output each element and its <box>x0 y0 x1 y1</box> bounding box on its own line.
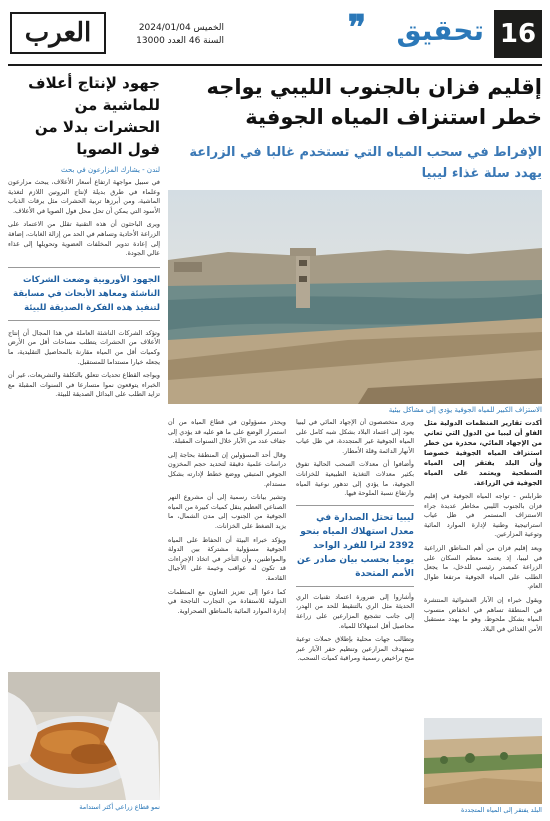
article-paragraph: طرابلس - تواجه المياه الجوفية في إقليم فزان بالجنوب الليبي مخاطر عديدة جراء الاستنزاف المستمر في ظل غياب استراتيجية وطنية لإدارة الموارد المائية وتوعية المزارعين. <box>424 492 542 539</box>
sidebar-paragraph: ويرى الباحثون أن هذه التقنية تقلل من الاعتماد على الزراعة الأحادية وتساهم في الحد من إزالة الغابات، إضافة إلى إعادة تدوير المخلفات العضوية وتحويلها إلى غذاء عالي الجودة. <box>8 220 160 258</box>
article-paragraph: وأشاروا إلى ضرورة اعتماد تقنيات الري الحديثة مثل الري بالتنقيط للحد من الهدر، إلى جانب تشجيع المزارعين على زراعة محاصيل أقل استهلاكا للمياه. <box>296 592 414 630</box>
sidebar-paragraph: ويواجه القطاع تحديات تتعلق بالتكلفة والتشريعات، غير أن الخبراء يتوقعون نموا متسارعا في السنوات المقبلة مع تزايد الطلب على البدائل الصديقة للبيئة. <box>8 371 160 399</box>
article-paragraph: ويقول خبراء إن الآبار العشوائية المنتشرة في المنطقة تساهم في انخفاض منسوب المياه بشكل ملحوظ، وهو ما يهدد مستقبل الأمن الغذائي في البلاد. <box>424 595 542 633</box>
larvae-feed-photo <box>8 672 160 800</box>
article-paragraph: وتطالب جهات محلية بإطلاق حملات توعية تستهدف المزارعين وتنظيم حفر الآبار عبر منح تراخيص رسمية ومراقبة كميات السحب. <box>296 635 414 663</box>
issue-info <box>114 22 224 48</box>
desert-farm-photo <box>424 718 542 804</box>
desert-farm-image <box>424 718 542 804</box>
main-photo-caption: الاستزاف الكبير للمياه الجوفية يؤدي إلى مشاكل بيئية <box>388 406 542 414</box>
reservoir-image <box>168 190 542 404</box>
article-paragraph: كما دعوا إلى تعزيز التعاون مع المنظمات الدولية للاستفادة من التجارب الناجحة في إدارة الموارد المائية بالمناطق الصحراوية. <box>168 587 286 615</box>
sidebar-paragraph: في سبيل مواجهة ارتفاع أسعار الأعلاف، يبحث مزارعون وعلماء في طرق بديلة لإنتاج البروتين اللازم لتغذية الماشية، ومن أبرزها تربية الحشرات مثل يرقات الذباب الأسود التي يمكن أن تحل محل فول الصويا في الأعلاف. <box>8 178 160 215</box>
article-column-middle <box>296 418 414 814</box>
page-number: 16 <box>494 10 542 58</box>
article-intro: أكدت تقارير المنظمات الدولية مثل الفاو أن ليبيا من الدول التي تعاني من الإجهاد المائي، محذرة من خطر استنزاف المياه الجوفية خصوصا وأن البلد يفتقر إلى المياه السطحية ويعتمد على المياه الجوفية في الزراعة. <box>424 419 542 487</box>
article-headline: إقليم فزان بالجنوب الليبي يواجه خطر استنزاف المياه الجوفية <box>206 75 542 129</box>
issue-date: الخميس 2024/01/04 <box>138 23 224 33</box>
masthead-divider <box>8 64 542 66</box>
article-paragraph: ويؤكد خبراء البيئة أن الحفاظ على المياه الجوفية مسؤولية مشتركة بين الدولة والمواطنين، وأن التأخر في اتخاذ الإجراءات قد تكون له عواقب وخيمة على الأجيال القادمة. <box>168 535 286 582</box>
reservoir-photo <box>168 190 542 404</box>
article-columns <box>168 418 542 814</box>
newspaper-logo <box>10 12 106 54</box>
sidebar-article <box>8 72 160 814</box>
article-paragraph: وأضافوا أن معدلات السحب الحالية تفوق بكثير معدلات التغذية الطبيعية للخزانات الجوفية، ما يؤدي إلى تدهور نوعية المياه وارتفاع نسبة الملوحة فيها. <box>296 460 414 498</box>
article-paragraph: ويرى متخصصون أن الإجهاد المائي في ليبيا يعود إلى اعتماد البلاد بشكل شبه كامل على المياه الجوفية غير المتجددة، في ظل غياب الأنهار الدائمة وقلة الأمطار. <box>296 418 414 455</box>
sidebar-headline: جهود لإنتاج أعلاف للماشية من الحشرات بدلا من فول الصويا <box>28 74 160 158</box>
article-paragraph: ويعد إقليم فزان من أهم المناطق الزراعية في ليبيا، إذ يعتمد معظم السكان على الزراعة كمصدر رئيسي للدخل، ما يجعل الطلب على المياه الجوفية مرتفعا طوال العام. <box>424 543 542 591</box>
article-subhead: الإفراط في سحب المياه التي تستخدم غالبا في الزراعة يهدد سلة غذاء ليبيا <box>189 145 542 181</box>
masthead <box>8 6 542 62</box>
sidebar-photo-caption: نمو قطاع زراعي أكثر استدامة <box>79 803 160 811</box>
article-paragraph: ويحذر مسؤولون في قطاع المياه من أن استمرار الوضع على ما هو عليه قد يؤدي إلى جفاف عدد من الآبار خلال السنوات المقبلة. <box>168 418 286 446</box>
quote-mark-icon: ❞ <box>347 8 366 48</box>
larvae-feed-image <box>8 672 160 800</box>
sidebar-paragraph: وتؤكد الشركات الناشئة العاملة في هذا المجال أن إنتاج الأعلاف من الحشرات يتطلب مساحات أقل من الأرض وكميات أقل من المياه مقارنة بالمحاصيل التقليدية، ما يجعله خيارا مستداما للمستقبل. <box>8 328 160 366</box>
section-title: تحقيق <box>396 14 484 47</box>
article-paragraph: وتشير بيانات رسمية إلى أن مشروع النهر الصناعي العظيم ينقل كميات كبيرة من المياه الجوفية من الجنوب إلى مدن الشمال، ما يزيد الضغط على الخزانات. <box>168 493 286 530</box>
right-column-text <box>424 418 542 714</box>
article-column-left <box>168 418 286 814</box>
article-pull-quote: ليبيا تحتل الصدارة في معدل استهلاك المياه بنحو 2392 لترا للفرد الواحد يوميا بحسب بيان صادر عن الأمم المتحدة <box>296 505 414 587</box>
lower-photo-caption: البلد يفتقر إلى المياه المتجددة <box>460 806 542 814</box>
issue-number: السنة 46 العدد 13000 <box>136 36 224 46</box>
article-column-right <box>424 418 542 814</box>
article-paragraph: وقال أحد المسؤولين إن المنطقة بحاجة إلى دراسات علمية دقيقة لتحديد حجم المخزون الجوفي المتبقي ووضع خطط لإدارته بشكل مستدام. <box>168 450 286 488</box>
sidebar-pull-quote: الجهود الأوروبية وضعت الشركات الناشئة ومعاهد الأبحاث في مسابقة لتنفيذ هذه الفكرة الصديقة للبيئة <box>8 267 160 321</box>
sidebar-byline: لندن - يشارك المزارعون في بحث <box>61 166 160 174</box>
newspaper-logo-text: العرب <box>24 18 92 48</box>
main-article <box>168 72 542 814</box>
